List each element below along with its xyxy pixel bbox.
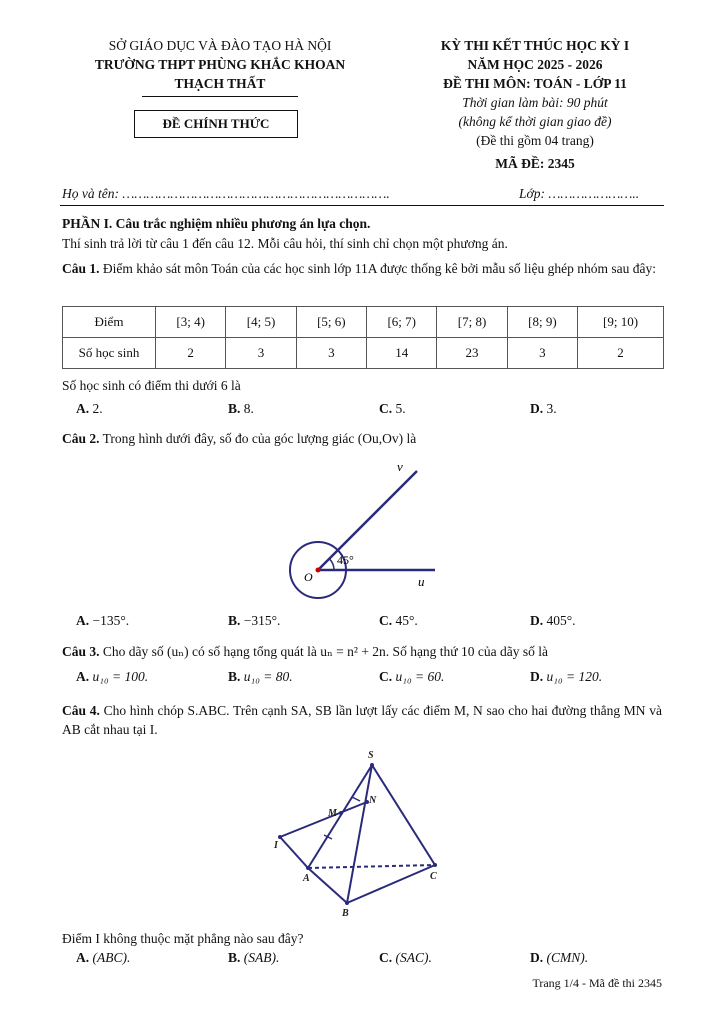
q3-option-a[interactable] (76, 669, 148, 685)
option-label: C. (379, 613, 393, 628)
q1-body: Điểm khảo sát môn Toán của các học sinh lớp 11A được thống kê bởi mẫu số liệu ghép nhóm sau đây: (99, 261, 656, 276)
option-label: B. (228, 669, 241, 684)
q1-question: Số học sinh có điểm thi dưới 6 là (62, 378, 241, 393)
header-right (400, 36, 670, 173)
option-text: (SAB). (243, 950, 280, 965)
edge-sc (372, 765, 435, 865)
q1-label: Câu 1. (62, 261, 100, 276)
exam-pages: (Đề thi gồm 04 trang) (476, 133, 594, 148)
table-cell: [5; 6) (296, 307, 366, 338)
table-cell: [3; 4) (156, 307, 226, 338)
q2-label: Câu 2. (62, 431, 100, 446)
option-label: D. (530, 613, 544, 628)
option-label: B. (228, 613, 241, 628)
exam-subject: ĐỀ THI MÔN: TOÁN - LỚP 11 (443, 76, 627, 91)
table-cell: [4; 5) (226, 307, 296, 338)
part1-title: PHẦN I. Câu trắc nghiệm nhiều phương án lựa chọn. (62, 216, 371, 231)
edge-bc (347, 865, 435, 903)
option-text: 8. (243, 401, 254, 416)
table-cell: [9; 10) (578, 307, 664, 338)
table-cell: [6; 7) (367, 307, 437, 338)
option-text: 3. (546, 401, 557, 416)
school-name: TRƯỜNG THPT PHÙNG KHẮC KHOAN (94, 57, 346, 72)
label-c: C (430, 871, 437, 882)
q4-option-c[interactable] (379, 950, 432, 966)
exam-code: MÃ ĐỀ: 2345 (495, 156, 575, 171)
label-a: A (303, 873, 310, 884)
q2-option-d[interactable] (530, 613, 576, 629)
table-header-cell: Điểm (63, 307, 156, 338)
option-text: (CMN). (546, 950, 589, 965)
school-year: NĂM HỌC 2025 - 2026 (467, 57, 603, 72)
table-header-cell: Số học sinh (63, 338, 156, 369)
option-label: A. (76, 613, 90, 628)
option-label: D. (530, 669, 544, 684)
student-name-field: Họ và tên: …………………………………………………………. (62, 186, 390, 201)
official-stamp: ĐỀ CHÍNH THỨC (134, 110, 298, 138)
student-info-row (62, 186, 662, 202)
q4-question: Điểm I không thuộc mặt phẳng nào sau đây? (62, 931, 304, 946)
angle-figure (280, 455, 450, 605)
department-name: SỞ GIÁO DỤC VÀ ĐÀO TẠO HÀ NỘI (108, 38, 332, 53)
option-label: A. (76, 669, 90, 684)
table-cell: 3 (507, 338, 577, 369)
option-text: u₁₀ = 120. (546, 669, 603, 684)
q1-option-d[interactable] (530, 401, 557, 417)
q4-option-a[interactable] (76, 950, 130, 966)
option-label: A. (76, 950, 90, 965)
q4-option-d[interactable] (530, 950, 588, 966)
option-label: B. (228, 401, 241, 416)
label-u: u (418, 574, 425, 589)
option-text: 2. (92, 401, 103, 416)
header-divider (142, 96, 298, 97)
point-i (278, 835, 282, 839)
point-b (345, 901, 349, 905)
q4-text (62, 701, 662, 739)
option-text: u₁₀ = 80. (243, 669, 293, 684)
option-label: C. (379, 401, 393, 416)
option-text: 405°. (546, 613, 576, 628)
q1-option-a[interactable] (76, 401, 103, 417)
point-c (433, 863, 437, 867)
angle-arc (329, 559, 334, 570)
q3-option-b[interactable] (228, 669, 293, 685)
option-text: 45°. (395, 613, 418, 628)
table-cell: [7; 8) (437, 307, 507, 338)
q2-body: Trong hình dưới đây, số đo của góc lượng giác (Ou,Ov) là (99, 431, 417, 446)
option-text: 5. (395, 401, 406, 416)
q4-option-b[interactable] (228, 950, 279, 966)
table-cell: 23 (437, 338, 507, 369)
table-cell: 2 (156, 338, 226, 369)
exam-title: KỲ THI KẾT THÚC HỌC KỲ I (440, 38, 630, 53)
option-text: u₁₀ = 100. (92, 669, 149, 684)
q1-option-c[interactable] (379, 401, 406, 417)
student-class-field: Lớp: ………………….. (519, 186, 640, 201)
table-row (63, 307, 664, 338)
q3-option-c[interactable] (379, 669, 444, 685)
point-s (370, 763, 374, 767)
school-location: THẠCH THẤT (174, 76, 266, 91)
label-v: v (397, 459, 403, 474)
q4-body: Cho hình chóp S.ABC. Trên cạnh SA, SB lần lượt lấy các điểm M, N sao cho hai đường thẳng MN và AB cắt nhau tại I. (62, 703, 662, 737)
label-m: M (328, 808, 337, 819)
option-label: D. (530, 401, 544, 416)
q2-option-b[interactable] (228, 613, 280, 629)
option-text: u₁₀ = 60. (395, 669, 445, 684)
q4-label: Câu 4. (62, 703, 100, 718)
origin-point (316, 568, 321, 573)
label-angle: 45° (337, 553, 354, 567)
line-ia (280, 837, 308, 868)
q2-text (62, 429, 662, 448)
label-b: B (342, 908, 349, 919)
label-o: O (304, 570, 313, 584)
table-cell: 14 (367, 338, 437, 369)
pyramid-figure (270, 745, 450, 920)
header-rule (60, 205, 664, 206)
line-im-n (280, 802, 367, 837)
label-s: S (368, 750, 374, 761)
frequency-table (62, 306, 664, 369)
option-label: B. (228, 950, 241, 965)
q3-label: Câu 3. (62, 644, 100, 659)
exam-time-note: (không kể thời gian giao đề) (458, 114, 612, 129)
q1-option-b[interactable] (228, 401, 254, 417)
option-text: −135°. (92, 613, 130, 628)
part1-instruction: Thí sinh trả lời từ câu 1 đến câu 12. Mỗi câu hỏi, thí sinh chỉ chọn một phương án. (62, 236, 508, 251)
ray-ov (318, 471, 417, 570)
exam-time: Thời gian làm bài: 90 phút (462, 95, 608, 110)
edge-ac-hidden (308, 865, 435, 868)
option-label: C. (379, 669, 393, 684)
header-left (60, 36, 380, 93)
option-text: (SAC). (395, 950, 432, 965)
option-label: D. (530, 950, 544, 965)
table-row (63, 338, 664, 369)
page-footer: Trang 1/4 - Mã đề thi 2345 (532, 976, 662, 990)
q3-text (62, 642, 662, 661)
edge-ab (308, 868, 347, 903)
option-text: −315°. (243, 613, 281, 628)
q3-body: Cho dãy số (uₙ) có số hạng tổng quát là uₙ = n² + 2n. Số hạng thứ 10 của dãy số là (99, 644, 548, 659)
table-cell: 3 (226, 338, 296, 369)
table-cell: [8; 9) (507, 307, 577, 338)
table-cell: 2 (578, 338, 664, 369)
point-m (339, 811, 343, 815)
q2-option-c[interactable] (379, 613, 418, 629)
q3-option-d[interactable] (530, 669, 602, 685)
option-label: C. (379, 950, 393, 965)
q2-option-a[interactable] (76, 613, 129, 629)
option-text: (ABC). (92, 950, 131, 965)
table-cell: 3 (296, 338, 366, 369)
tick-mark (352, 797, 360, 801)
q1-text (62, 259, 662, 278)
label-n: N (369, 795, 377, 806)
label-i: I (274, 840, 278, 851)
point-a (306, 866, 310, 870)
option-label: A. (76, 401, 90, 416)
